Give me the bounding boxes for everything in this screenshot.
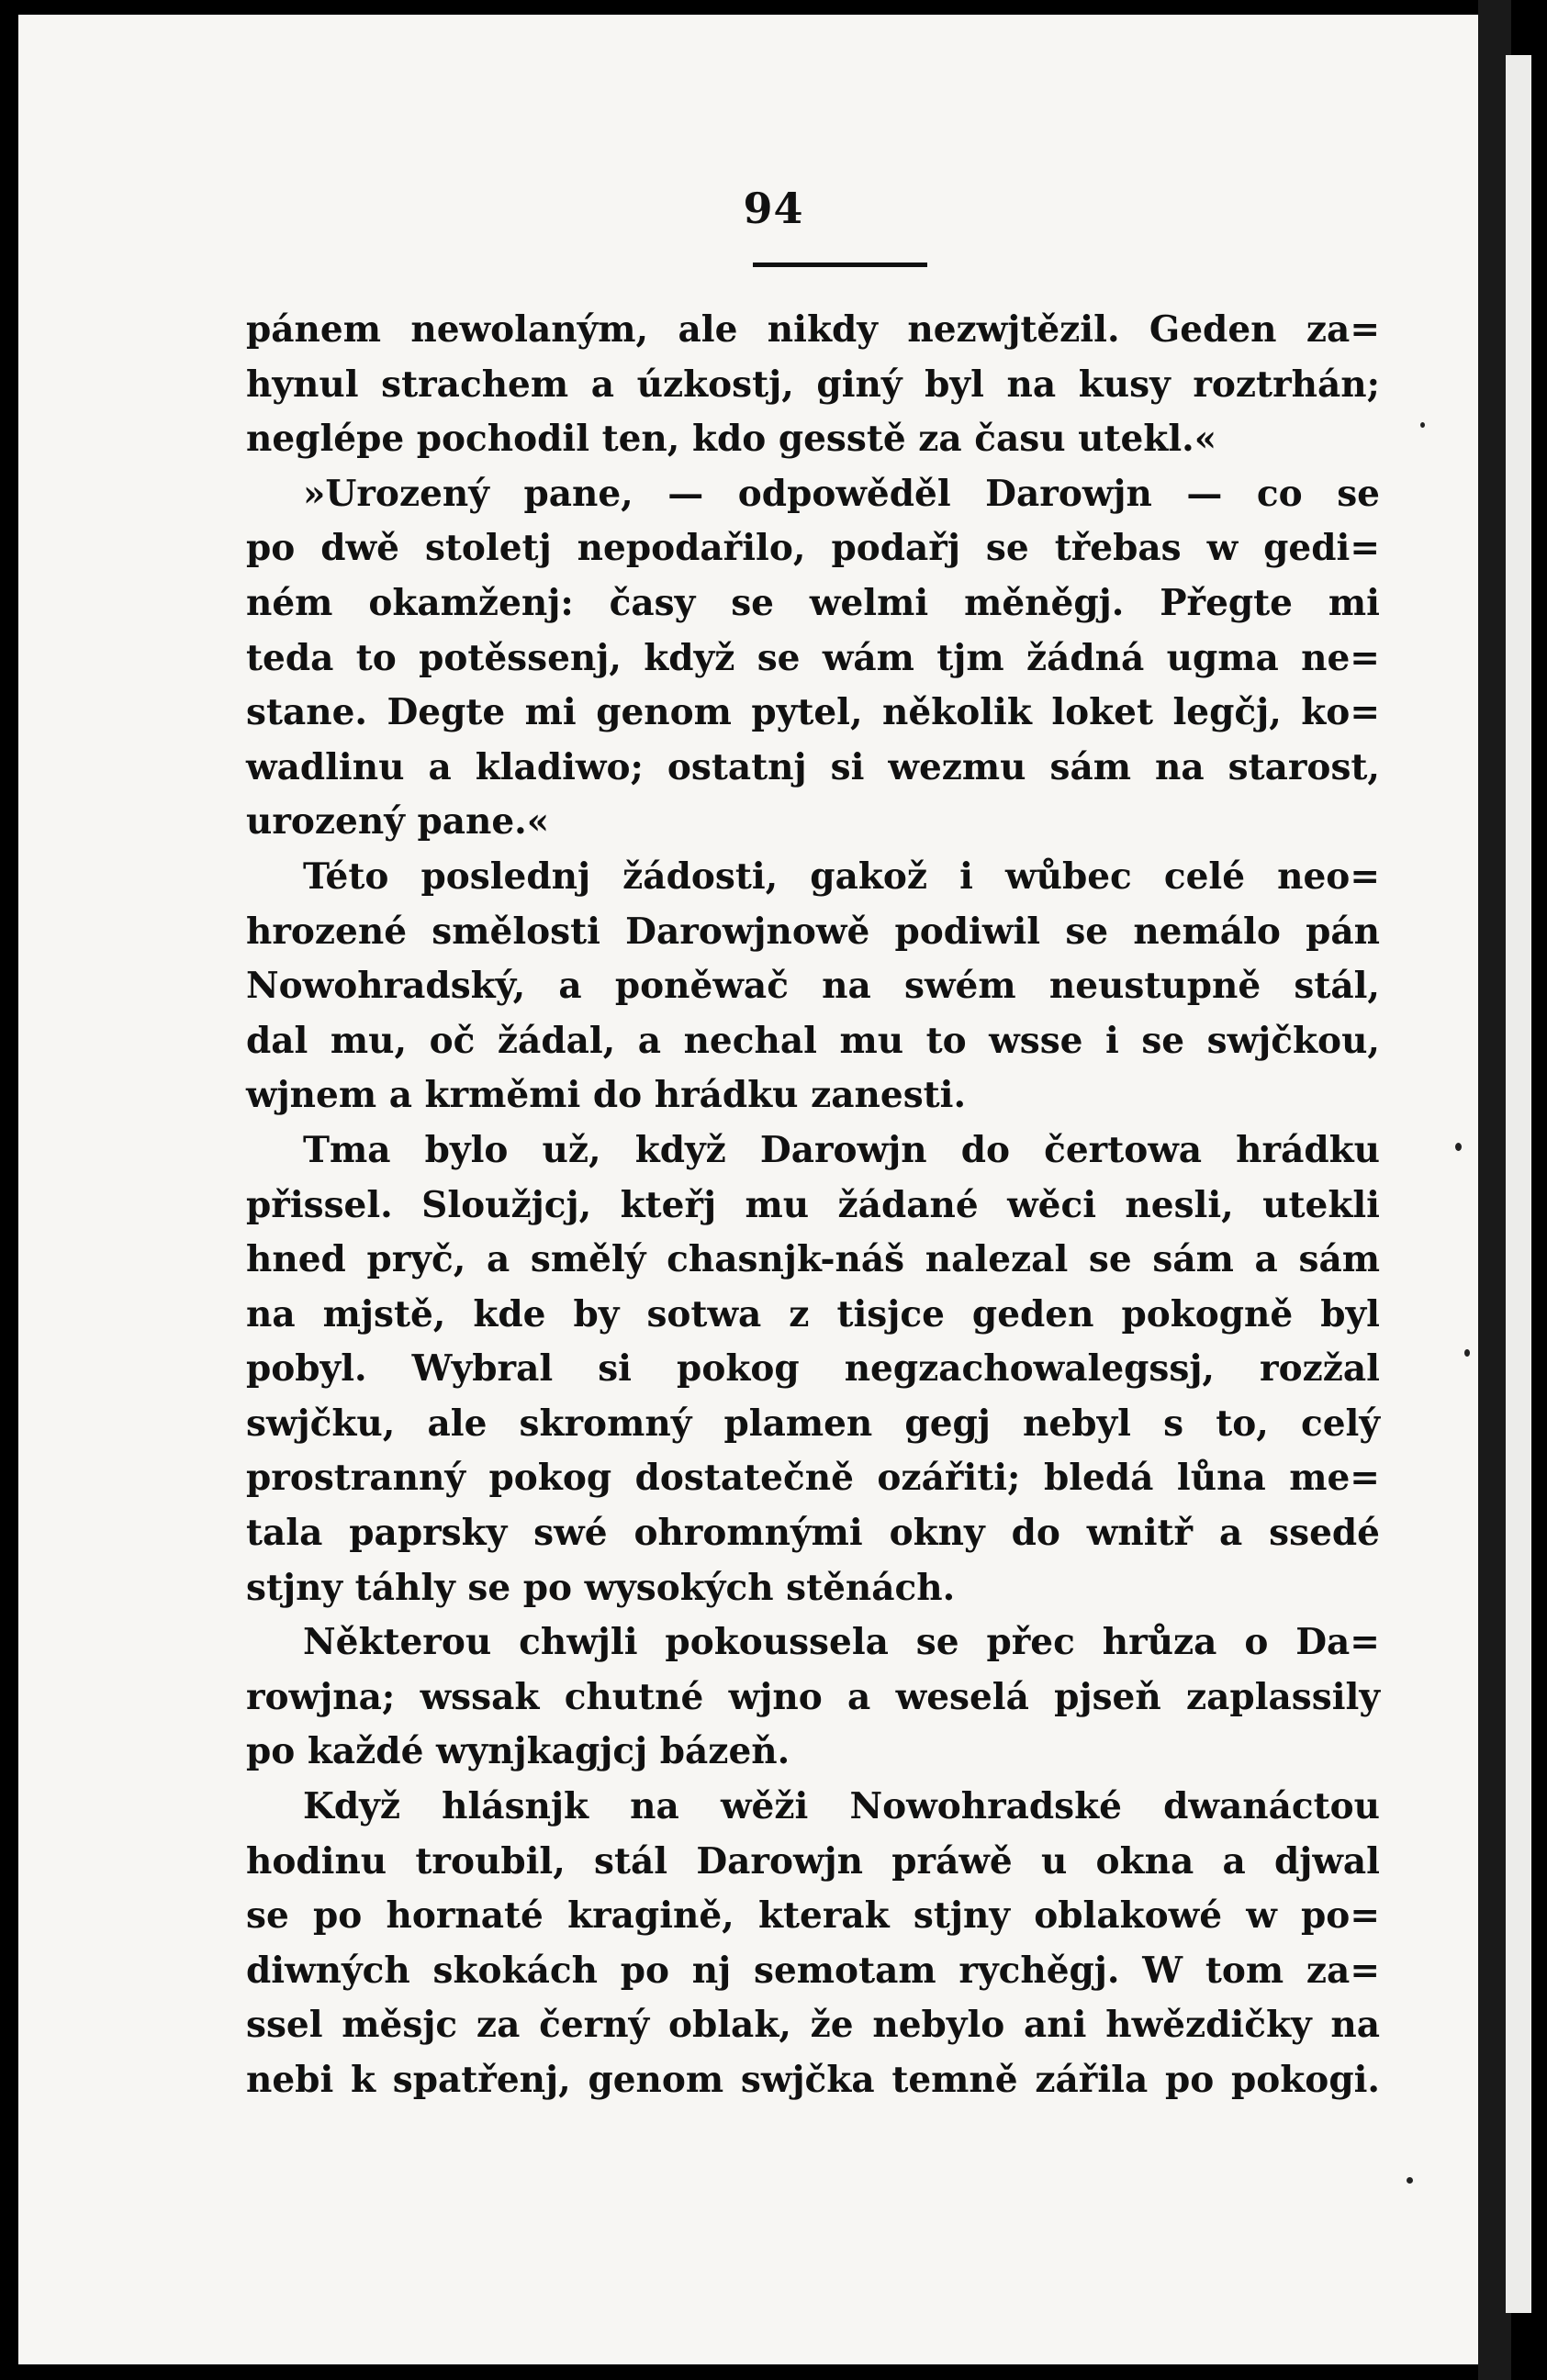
text-line: stane. Degte mi genom pytel, několik loket legčj, ko= [246,691,1380,734]
text-line: urozený pane.« [246,800,550,844]
text-line: po každé wynjkagjcj bázeň. [246,1730,790,1773]
text-line: pánem newolaným, ale nikdy nezwjtězil. Geden za= [246,308,1380,351]
text-line: hynul strachem a úzkostj, giný byl na kusy roztrhán; [246,363,1380,406]
text-line: Když hlásnjk na wěži Nowohradské dwanáctou [303,1785,1380,1828]
text-line: Některou chwjli pokoussela se přec hrůza o Da= [303,1621,1380,1664]
text-line: po dwě stoletj nepodařilo, podařj se třebas w gedi= [246,527,1380,570]
text-line: Nowohradský, a poněwač na swém neustupně stál, [246,965,1380,1008]
text-line: stjny táhly se po wysokých stěnách. [246,1566,956,1609]
ink-speck [1455,1143,1462,1151]
text-line: nebi k spatřenj, genom swjčka temně zářila po pokogi. [246,2059,1380,2101]
text-line: swjčku, ale skromný plamen gegj nebyl s to, celý [246,1402,1380,1445]
text-line: neglépe pochodil ten, kdo gesstě za času utekl.« [246,418,1217,461]
text-line: Tma bylo už, když Darowjn do čertowa hrádku [303,1128,1380,1171]
text-line: diwných skokách po nj semotam rychěgj. W tom za= [246,1949,1380,1992]
text-line: se po hornaté kragině, kterak stjny oblakowé w po= [246,1894,1380,1938]
page-number: 94 [743,184,804,233]
text-line: ssel měsjc za černý oblak, že nebylo ani hwězdičky na [246,2004,1380,2047]
text-line: prostranný pokog dostatečně ozářiti; bledá lůna me= [246,1457,1380,1500]
text-line: wjnem a krměmi do hrádku zanesti. [246,1074,967,1117]
ink-speck [1420,422,1425,428]
text-line: dal mu, oč žádal, a nechal mu to wsse i se swjčkou, [246,1019,1380,1062]
text-line: pobyl. Wybral si pokog negzachowalegssj, rozžal [246,1347,1380,1391]
text-line: ném okamženj: časy se welmi měněgj. Přegte mi [246,581,1380,624]
text-line: rowjna; wssak chutné wjno a weselá pjseň zaplassily [246,1675,1380,1718]
text-line: »Urozený pane, — odpowěděl Darowjn — co se [303,472,1380,515]
page-edge [1506,55,1531,2313]
text-line: Této poslednj žádosti, gakož i wůbec celé neo= [303,855,1380,898]
text-line: tala paprsky swé ohromnými okny do wnitř a ssedé [246,1512,1380,1555]
text-line: hodinu troubil, stál Darowjn práwě u okna a djwal [246,1839,1380,1883]
text-line: wadlinu a kladiwo; ostatnj si wezmu sám na starost, [246,745,1380,788]
text-line: hned pryč, a smělý chasnjk-náš nalezal se sám a sám [246,1238,1380,1281]
header-rule [753,263,927,267]
page-header [0,184,1547,233]
text-line: na mjstě, kde by sotwa z tisjce geden pokogně byl [246,1292,1380,1335]
text-line: hrozené smělosti Darowjnowě podiwil se nemálo pán [246,910,1380,953]
text-line: přissel. Sloužjcj, kteřj mu žádané wěci nesli, utekli [246,1183,1380,1226]
ink-speck [1464,1349,1470,1357]
text-line: teda to potěssenj, když se wám tjm žádná ugma ne= [246,636,1380,679]
body-text [246,303,1380,2108]
ink-speck [1407,2177,1413,2184]
